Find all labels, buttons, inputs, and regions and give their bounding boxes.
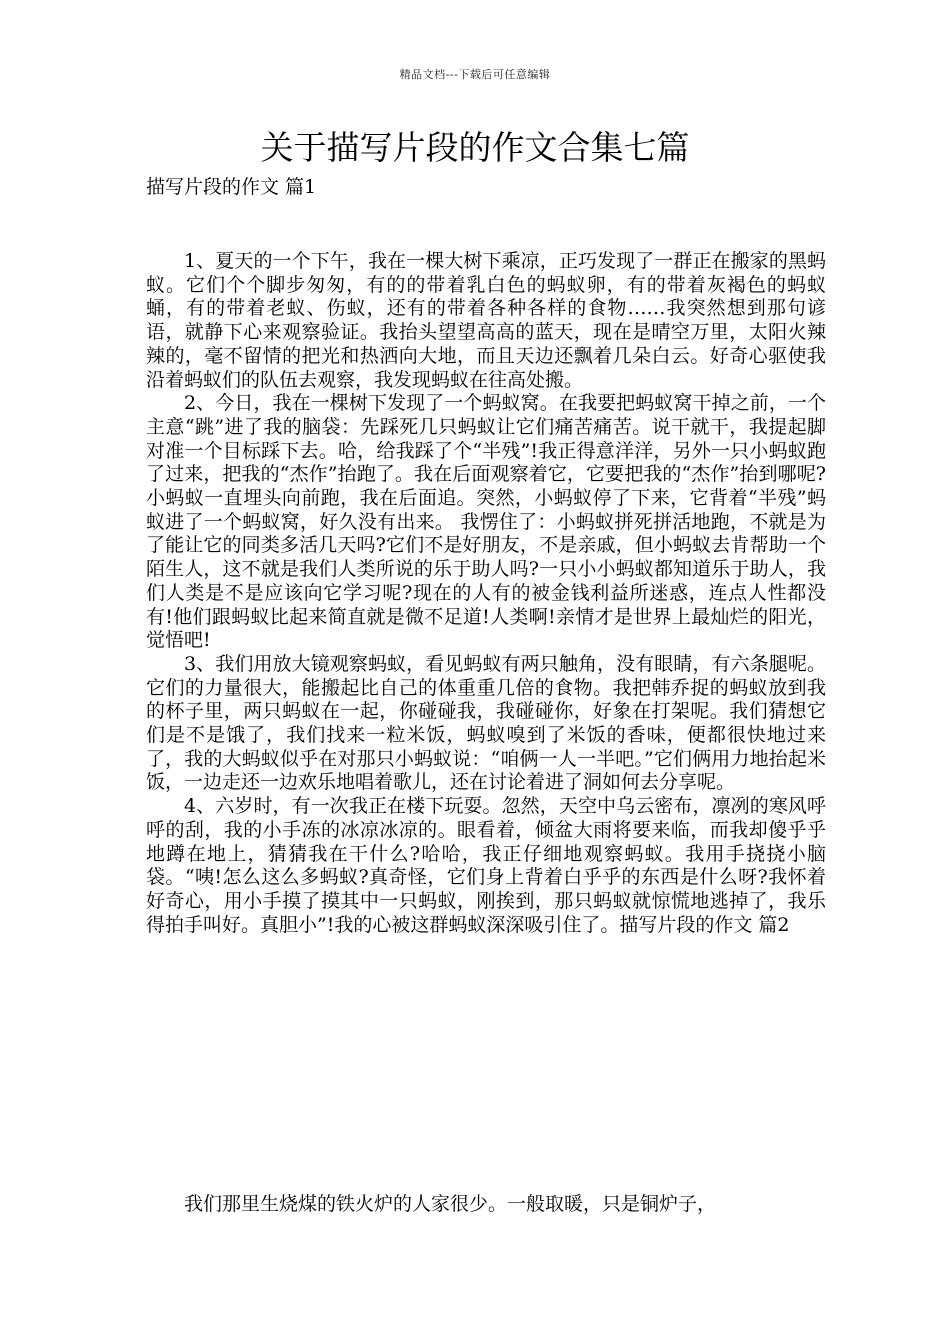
paragraph-2: 2、今日，我在一棵树下发现了一个蚂蚁窝。在我要把蚂蚁窝干掉之前，一个主意“跳”进了我的脑袋：先踩死几只蚂蚁让它们痛苦痛苦。说干就干，我提起脚对准一个目标踩下去。哈，给我踩了个“半残”!我正得意洋洋，另外一只小蚂蚁跑了过来，把我的“杰作”抬跑了。我在后面观察着它，它要把我的“杰作”抬到哪呢?小蚂蚁一直埋头向前跑，我在后面追。突然，小蚂蚁停了下来，它背着“半残”蚂蚁进了一个蚂蚁窝，好久没有出来。 我愣住了：小蚂蚁拼死拼活地跑，不就是为了能让它的同类多活几天吗?它们不是好朋友，不是亲戚，但小蚂蚁去肯帮助一个陌生人，这不就是我们人类所说的乐于助人吗?一只小小蚂蚁都知道乐于助人，我们人类是不是应该向它学习呢?现在的人有的被金钱利益所迷惑，连点人性都没有!他们跟蚂蚁比起来简直就是微不足道!人类啊!亲情才是世界上最灿烂的阳光，觉悟吧! [146, 392, 826, 652]
document-title: 关于描写片段的作文合集七篇 [260, 128, 690, 167]
section-1-body [146, 250, 826, 937]
paragraph-4 [146, 795, 826, 937]
paragraph-1: 1、夏天的一个下午，我在一棵大树下乘凉，正巧发现了一群正在搬家的黑蚂蚁。它们个个脚步匆匆，有的的带着乳白色的蚂蚁卵，有的带着灰褐色的蚂蚁蛹，有的带着老蚁、伤蚁，还有的带着各种各样的食物……我突然想到那句谚语，就静下心来观察验证。我抬头望望高高的蓝天，现在是晴空万里，太阳火辣辣的，毫不留情的把光和热洒向大地，而且天边还飘着几朵白云。好奇心驱使我沿着蚂蚁们的队伍去观察，我发现蚂蚁在往高处搬。 [146, 250, 826, 391]
section-1-heading: 描写片段的作文 篇1 [146, 176, 317, 198]
section-2-heading: 描写片段的作文 篇2 [619, 913, 790, 936]
section-2-body [146, 1193, 826, 1217]
header-note: 精品文档---下载后可任意编辑 [399, 68, 551, 81]
section-2-paragraph-1: 我们那里生烧煤的铁火炉的人家很少。一般取暖，只是铜炉子， [184, 1193, 717, 1215]
paragraph-3: 3、我们用放大镜观察蚂蚁，看见蚂蚁有两只触角，没有眼睛，有六条腿呢。它们的力量很大，能搬起比自己的体重重几倍的食物。我把韩乔捉的蚂蚁放到我的杯子里，两只蚂蚁在一起，你碰碰我，我碰碰你，好象在打架呢。我们猜想它们是不是饿了，我们找来一粒米饭，蚂蚁嗅到了米饭的香味，便都很快地过来了，我的大蚂蚁似乎在对那只小蚂蚁说：“咱俩一人一半吧。”它们俩用力地抬起米饭，一边走还一边欢乐地唱着歌儿，还在讨论着进了洞如何去分享呢。 [146, 652, 826, 794]
paragraph-4-text: 4、六岁时，有一次我正在楼下玩耍。忽然，天空中乌云密布，凛冽的寒风呼呼的刮，我的小手冻的冰凉冰凉的。眼看着，倾盆大雨将要来临，而我却傻乎乎地蹲在地上，猜猜我在干什么?哈哈，我正仔细地观察蚂蚁。我用手挠挠小脑袋。“咦!怎么这么多蚂蚁?真奇怪，它们身上背着白乎乎的东西是什么呀?我怀着好奇心，用小手摸了摸其中一只蚂蚁，刚挨到，那只蚂蚁就惊慌地逃掉了，我乐得拍手叫好。真胆小”!我的心被这群蚂蚁深深吸引住了。 [146, 795, 826, 936]
